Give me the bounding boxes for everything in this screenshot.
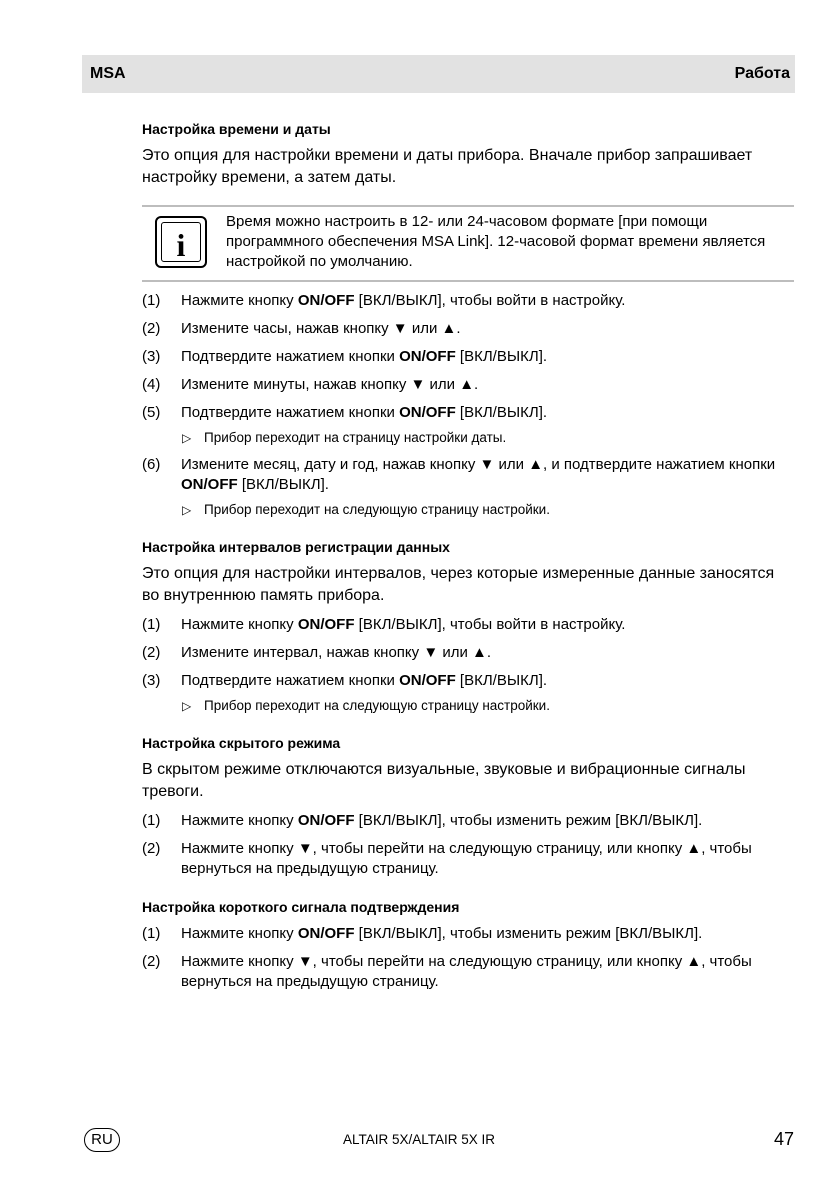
step-item xyxy=(142,839,794,879)
result-arrow-icon: ▷ xyxy=(182,431,192,445)
steps-list xyxy=(142,615,794,715)
step-text: [ВКЛ/ВЫКЛ]. xyxy=(455,672,548,689)
step-number: (6) xyxy=(142,456,161,473)
step-number: (2) xyxy=(142,644,161,661)
step-item xyxy=(142,924,794,944)
step-item xyxy=(142,643,794,663)
step-number: (2) xyxy=(142,320,161,337)
section-title-logging: Настройка интервалов регистрации данных xyxy=(142,539,450,555)
step-text: [ВКЛ/ВЫКЛ]. xyxy=(237,476,329,493)
step-item xyxy=(142,952,794,992)
section-label: Работа xyxy=(734,65,790,82)
step-text: Нажмите кнопку xyxy=(181,925,298,942)
step-text: [ВКЛ/ВЫКЛ]. xyxy=(455,404,548,421)
steps-list xyxy=(142,291,794,519)
info-note-text: Время можно настроить в 12- или 24-часовом формате [при помощи программного обеспечения MSA Link]. 12-часовой формат времени является настройкой по умолчанию. xyxy=(226,213,766,270)
section-intro-stealth: В скрытом режиме отключаются визуальные, звуковые и вибрационные сигналы тревоги. xyxy=(142,761,746,800)
step-item xyxy=(142,455,794,495)
key-label: ON/OFF xyxy=(399,672,456,689)
step-item xyxy=(142,291,794,311)
step-item xyxy=(142,615,794,635)
step-item xyxy=(142,811,794,831)
step-number: (1) xyxy=(142,292,161,309)
step-item xyxy=(142,671,794,691)
step-text: [ВКЛ/ВЫКЛ], чтобы войти в настройку. xyxy=(354,616,626,633)
section-intro-time-date: Это опция для настройки времени и даты прибора. Вначале прибор запрашивает настройку времени, а затем даты. xyxy=(142,147,753,186)
result-arrow-icon: ▷ xyxy=(182,699,192,713)
page-number: 47 xyxy=(773,1129,794,1149)
language-badge: RU xyxy=(84,1128,120,1152)
step-number: (1) xyxy=(142,925,161,942)
step-text: Измените часы, нажав кнопку ▼ или ▲. xyxy=(181,320,461,337)
step-number: (2) xyxy=(142,840,161,857)
step-result xyxy=(142,501,794,519)
key-label: ON/OFF xyxy=(297,925,355,942)
step-text: [ВКЛ/ВЫКЛ], чтобы изменить режим [ВКЛ/ВЫКЛ]. xyxy=(354,925,703,942)
info-icon: i xyxy=(155,216,207,268)
step-number: (3) xyxy=(142,672,161,689)
section-title-stealth: Настройка скрытого режима xyxy=(142,735,341,751)
step-text: Подтвердите нажатием кнопки xyxy=(181,404,400,421)
step-text: Подтвердите нажатием кнопки xyxy=(181,348,400,365)
key-label: ON/OFF xyxy=(399,404,456,421)
step-result-text: Прибор переходит на следующую страницу настройки. xyxy=(204,502,550,517)
step-text: Нажмите кнопку xyxy=(181,292,298,309)
section-title-time-date: Настройка времени и даты xyxy=(142,121,331,137)
info-note xyxy=(142,205,794,282)
step-number: (1) xyxy=(142,812,161,829)
steps-list xyxy=(142,811,794,879)
page-content xyxy=(142,120,794,992)
step-number: (4) xyxy=(142,376,161,393)
step-number: (5) xyxy=(142,404,161,421)
step-result-text: Прибор переходит на следующую страницу настройки. xyxy=(204,698,550,713)
step-number: (3) xyxy=(142,348,161,365)
steps-list xyxy=(142,924,794,992)
step-result-text: Прибор переходит на страницу настройки даты. xyxy=(204,430,507,445)
step-text: Нажмите кнопку ▼, чтобы перейти на следующую страницу, или кнопку ▲, чтобы вернуться на предыдущую страницу. xyxy=(181,953,752,990)
step-item xyxy=(142,403,794,423)
key-label: ON/OFF xyxy=(399,348,456,365)
key-label: ON/OFF xyxy=(181,476,238,493)
page-header xyxy=(82,55,795,93)
step-text: Измените минуты, нажав кнопку ▼ или ▲. xyxy=(181,376,479,393)
step-text: Измените месяц, дату и год, нажав кнопку ▼ или ▲, и подтвердите нажатием кнопки xyxy=(181,456,776,473)
step-number: (2) xyxy=(142,953,161,970)
step-text: Подтвердите нажатием кнопки xyxy=(181,672,400,689)
section-title-short-beep: Настройка короткого сигнала подтверждения xyxy=(142,899,460,915)
step-text: Нажмите кнопку ▼, чтобы перейти на следующую страницу, или кнопку ▲, чтобы вернуться на предыдущую страницу. xyxy=(181,840,752,877)
key-label: ON/OFF xyxy=(297,616,355,633)
section-intro-logging: Это опция для настройки интервалов, через которые измеренные данные заносятся во внутреннюю память прибора. xyxy=(142,565,775,604)
step-text: Нажмите кнопку xyxy=(181,812,298,829)
step-text: [ВКЛ/ВЫКЛ]. xyxy=(455,348,548,365)
step-text: [ВКЛ/ВЫКЛ], чтобы войти в настройку. xyxy=(354,292,626,309)
step-text: Нажмите кнопку xyxy=(181,616,298,633)
key-label: ON/OFF xyxy=(297,292,355,309)
key-label: ON/OFF xyxy=(297,812,355,829)
step-text: Измените интервал, нажав кнопку ▼ или ▲. xyxy=(181,644,492,661)
step-result xyxy=(142,697,794,715)
step-item xyxy=(142,347,794,367)
result-arrow-icon: ▷ xyxy=(182,503,192,517)
step-result xyxy=(142,429,794,447)
step-item xyxy=(142,319,794,339)
step-number: (1) xyxy=(142,616,161,633)
step-text: [ВКЛ/ВЫКЛ], чтобы изменить режим [ВКЛ/ВЫКЛ]. xyxy=(354,812,703,829)
step-item xyxy=(142,375,794,395)
brand-label: MSA xyxy=(90,65,126,82)
model-name: ALTAIR 5X/ALTAIR 5X IR xyxy=(342,1132,496,1147)
